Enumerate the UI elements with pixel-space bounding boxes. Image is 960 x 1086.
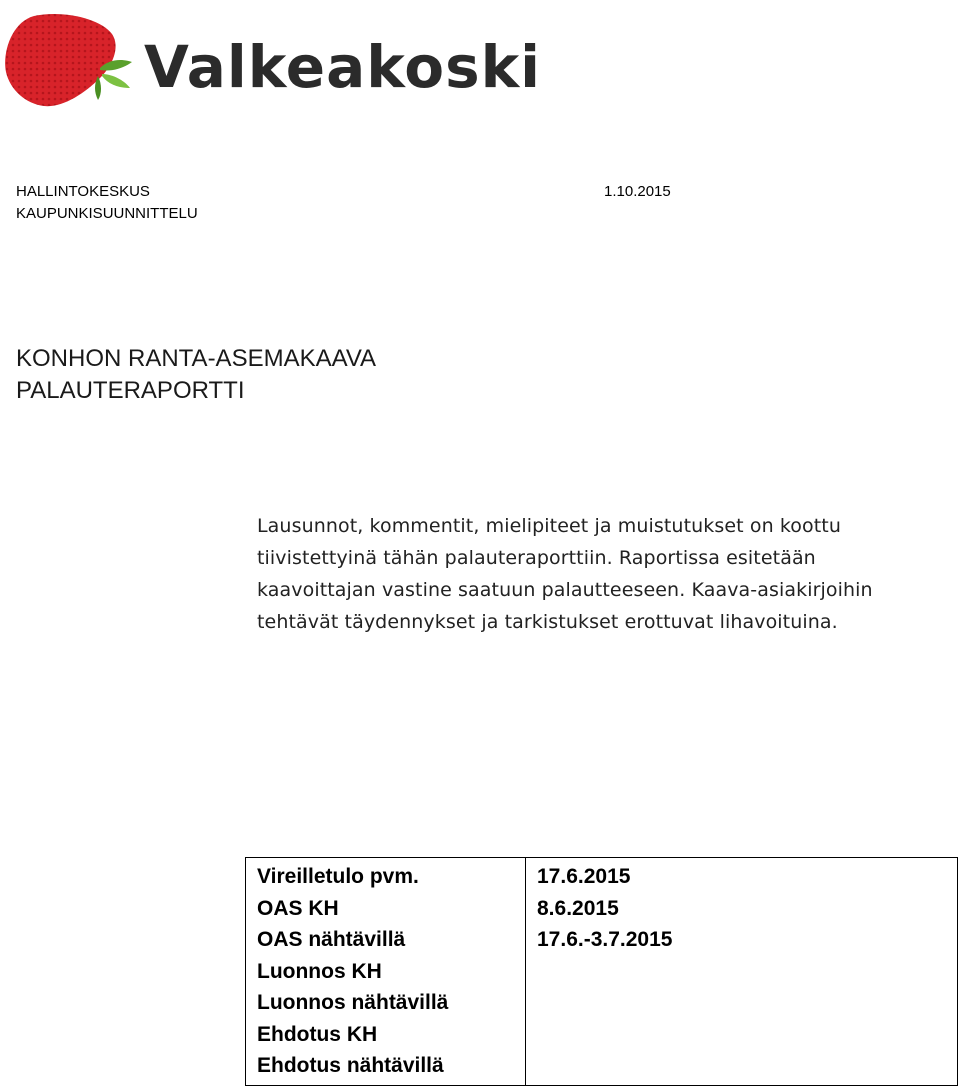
timeline-values-cell <box>526 858 958 1086</box>
intro-paragraph <box>257 510 957 638</box>
intro-line: tehtävät täydennykset ja tarkistukset erottuvat lihavoituina. <box>257 611 838 633</box>
intro-line: kaavoittajan vastine saatuun palautteeseen. Kaava-asiakirjoihin <box>257 579 873 601</box>
timeline-label: Vireilletulo pvm. <box>257 865 419 888</box>
timeline-label: OAS nähtävillä <box>257 928 406 951</box>
title-line-1: KONHON RANTA-ASEMAKAAVA <box>16 345 377 372</box>
title-line-2: PALAUTERAPORTTI <box>16 377 245 404</box>
department-name: HALLINTOKESKUS <box>16 183 150 200</box>
timeline-labels-cell <box>246 858 526 1086</box>
document-title <box>16 343 376 407</box>
table-row <box>246 858 958 1086</box>
timeline-value: 17.6.-3.7.2015 <box>537 928 673 951</box>
timeline-label: Ehdotus nähtävillä <box>257 1054 444 1077</box>
timeline-table <box>245 857 958 1086</box>
timeline-value: 8.6.2015 <box>537 896 619 920</box>
intro-line: tiivistettyinä tähän palauteraporttiin. Raportissa esitetään <box>257 547 816 569</box>
logo-wordmark: Valkeakoski <box>144 33 542 101</box>
valkeakoski-logo <box>4 12 564 112</box>
unit-name: KAUPUNKISUUNNITTELU <box>16 205 198 222</box>
timeline-label: OAS KH <box>257 896 339 920</box>
document-date: 1.10.2015 <box>604 183 671 200</box>
timeline-label: Luonnos KH <box>257 959 382 983</box>
timeline-label: Luonnos nähtävillä <box>257 991 449 1014</box>
timeline-value: 17.6.2015 <box>537 865 631 888</box>
strawberry-logo-icon <box>4 12 144 112</box>
timeline-label: Ehdotus KH <box>257 1022 378 1046</box>
header-organization <box>16 181 198 225</box>
intro-line: Lausunnot, kommentit, mielipiteet ja muistutukset on koottu <box>257 515 841 537</box>
